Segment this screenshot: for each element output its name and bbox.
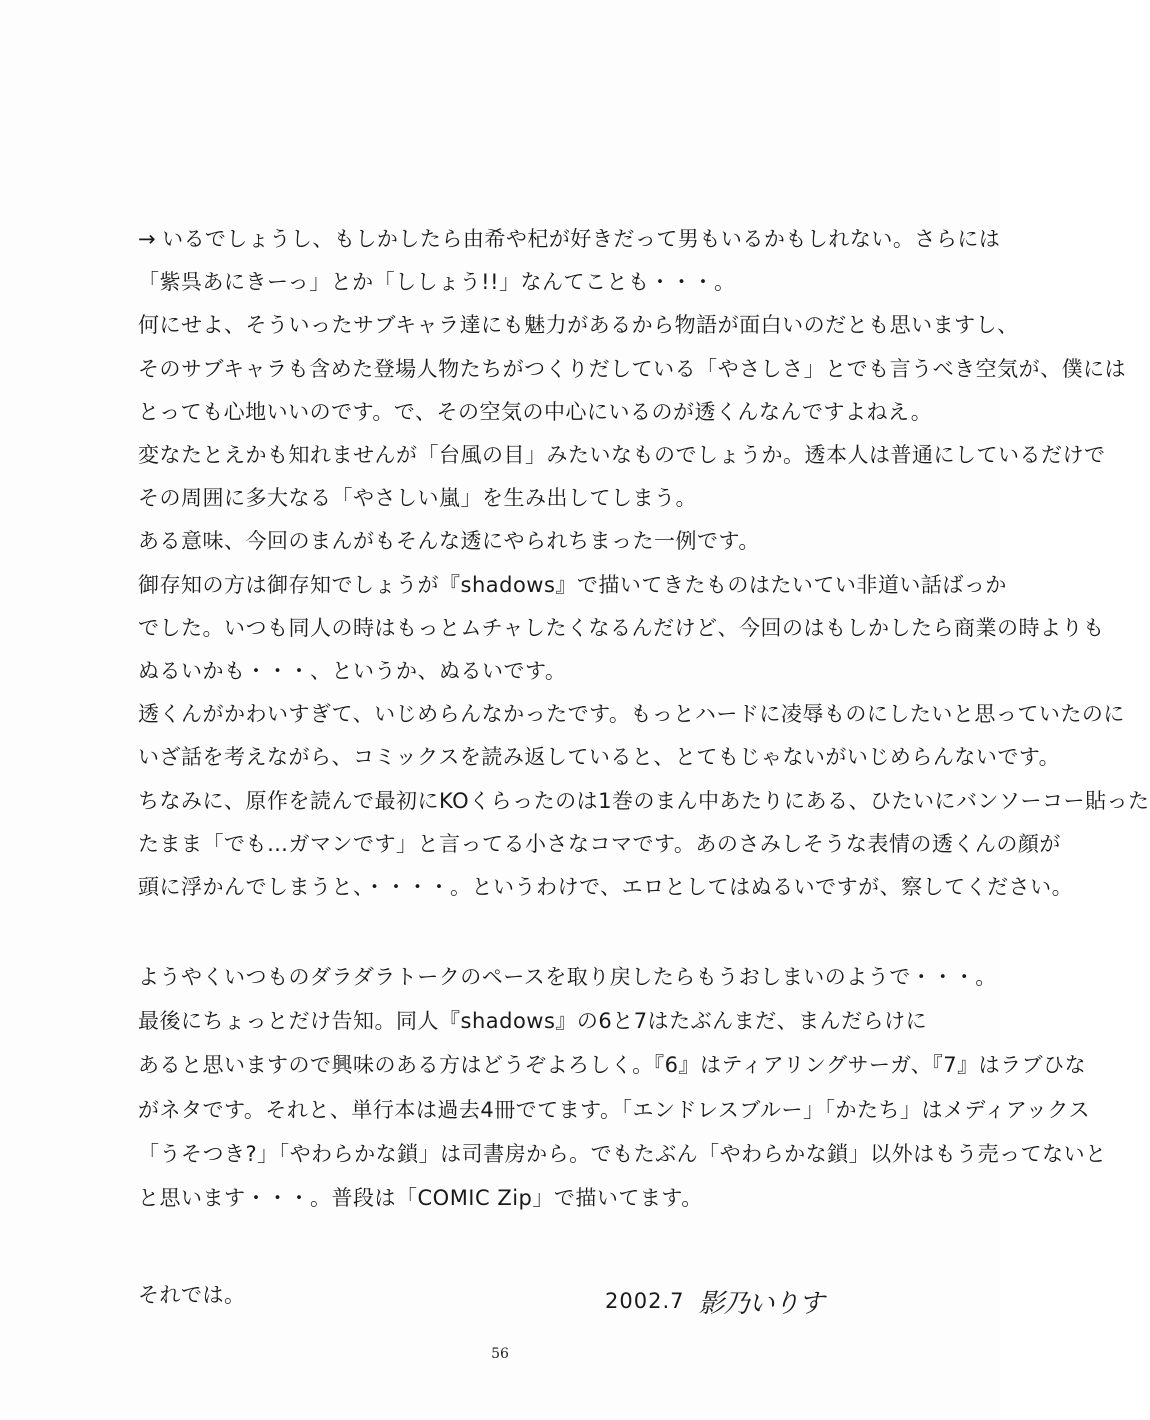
- text-line: がネタです。それと、単行本は過去4冊でてます。「エンドレスブルー」「かたち」はメディアックス: [138, 1098, 1091, 1122]
- signature-date: 2002.7: [605, 1289, 685, 1313]
- line-text: いるでしょうし、もしかしたら由希や杞が好きだって男もいるかもしれない。さらには: [162, 227, 1001, 251]
- text-line: あると思いますので興味のある方はどうぞよろしく。『6』はティアリングサーガ、『7』はラブひな: [138, 1053, 1087, 1077]
- text-line: 頭に浮かんでしまうと、・・・・。というわけで、エロとしてはぬるいですが、察してください。: [138, 875, 1074, 899]
- text-line: とっても心地いいのです。で、その空気の中心にいるのが透くんなんですよねえ。: [138, 400, 933, 424]
- text-line: 御存知の方は御存知でしょうが『shadows』で描いてきたものはたいてい非道い話ばっか: [138, 573, 1007, 597]
- text-line: ちなみに、原作を読んで最初にKOくらったのは1巻のまん中あたりにある、ひたいにバンソーコー貼った: [138, 789, 1150, 813]
- text-line: ようやくいつものダラダラトークのペースを取り戻したらもうおしまいのようで・・・。: [138, 965, 997, 989]
- text-line: でした。いつも同人の時はもっとムチャしたくなるんだけど、今回のはもしかしたら商業の時よりも: [138, 616, 1105, 640]
- text-line: その周囲に多大なる「やさしい嵐」を生み出してしまう。: [138, 486, 697, 510]
- text-line: 変なたとえかも知れませんが「台風の目」みたいなものでしょうか。透本人は普通にしているだけで: [138, 443, 1106, 467]
- text-line: 最後にちょっとだけ告知。同人『shadows』の6と7はたぶんまだ、まんだらけに: [138, 1009, 928, 1033]
- text-line: 何にせよ、そういったサブキャラ達にも魅力があるから物語が面白いのだとも思いますし、: [138, 313, 1019, 337]
- text-line: いざ話を考えながら、コミックスを読み返していると、とてもじゃないがいじめらんないです。: [138, 745, 1061, 769]
- text-line: たまま「でも…ガマンです」と言ってる小さなコマです。あのさみしそうな表情の透くんの顔が: [138, 832, 1061, 856]
- signature: [605, 1281, 824, 1321]
- page-number: 56: [491, 1346, 509, 1362]
- signature-name: 影乃いりす: [698, 1288, 824, 1319]
- text-line: 透くんがかわいすぎて、いじめらんなかったです。もっとハードに凌辱ものにしたいと思っていたのに: [138, 702, 1125, 726]
- text-line: ある意味、今回のまんがもそんな透にやられちまった一例です。: [138, 529, 760, 553]
- text-line: 「うそつき?」「やわらかな鎖」は司書房から。でもたぶん「やわらかな鎖」以外はもう売ってないと: [138, 1142, 1107, 1166]
- text-line: 「紫呉あにきーっ」とか「ししょう!!」なんてことも・・・。: [138, 270, 736, 294]
- closing-line: それでは。: [138, 1283, 246, 1307]
- text-line: [138, 225, 1001, 253]
- text-line: そのサブキャラも含めた登場人物たちがつくりだしている「やさしさ」とでも言うべき空気が、僕には: [138, 357, 1127, 381]
- arrow-icon: →: [138, 227, 157, 251]
- text-line: ぬるいかも・・・、というか、ぬるいです。: [138, 659, 567, 683]
- text-line: と思います・・・。普段は「COMIC Zip」で描いてます。: [138, 1186, 703, 1210]
